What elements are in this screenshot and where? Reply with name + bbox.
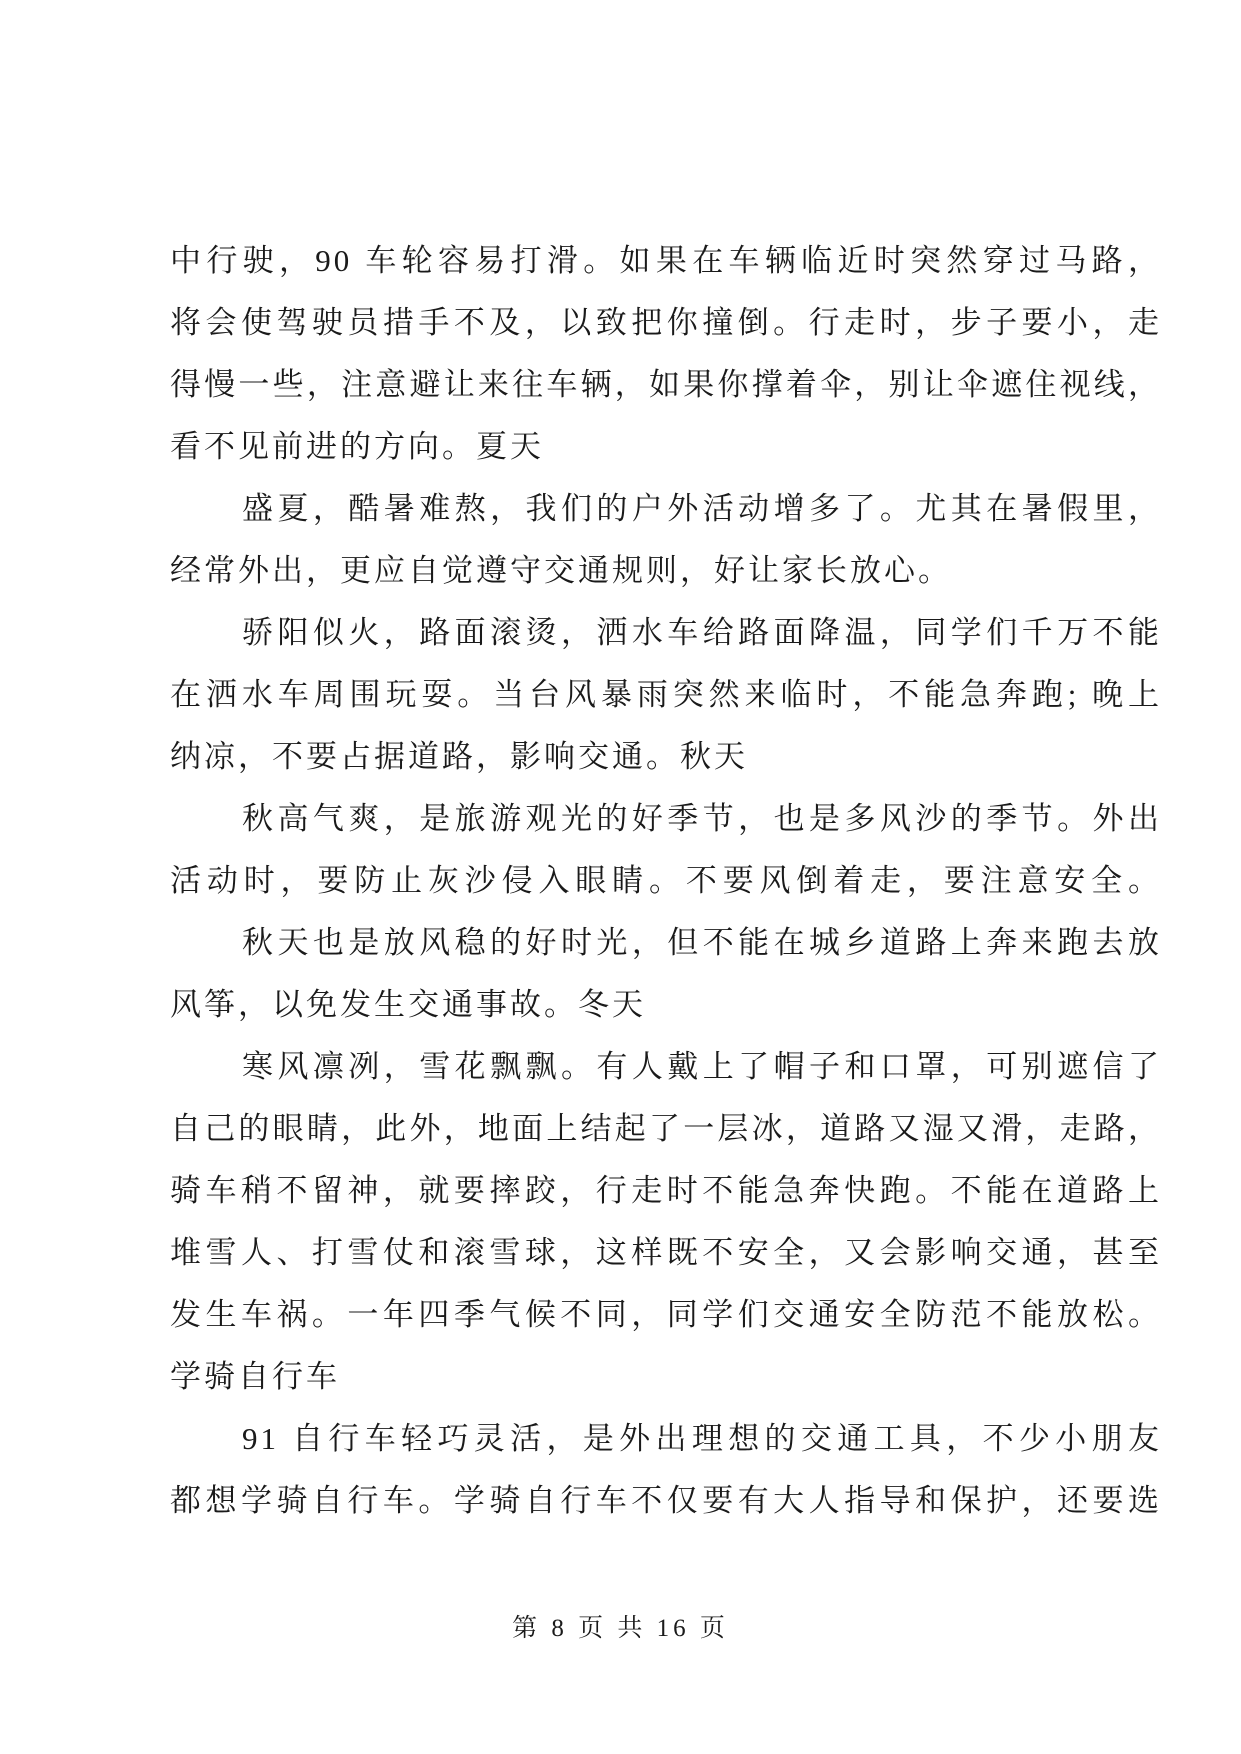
text-line: 寒风凛冽，雪花飘飘。有人戴上了帽子和口罩，可别遮信了 xyxy=(242,1049,1162,1084)
text-line: 风筝，以免发生交通事故。冬天 xyxy=(170,987,646,1022)
text-line: 秋高气爽，是旅游观光的好季节，也是多风沙的季节。外出 xyxy=(242,801,1162,836)
text-line: 都想学骑自行车。学骑自行车不仅要有大人指导和保护，还要选 xyxy=(170,1483,1162,1518)
text-line: 学骑自行车 xyxy=(170,1359,340,1394)
text-line: 在洒水车周围玩耍。当台风暴雨突然来临时，不能急奔跑; 晚上 xyxy=(170,677,1162,712)
text-line: 将会使驾驶员措手不及，以致把你撞倒。行走时，步子要小，走 xyxy=(170,305,1162,340)
page-footer xyxy=(0,1608,1241,1644)
text-line: 发生车祸。一年四季气候不同，同学们交通安全防范不能放松。 xyxy=(170,1297,1162,1332)
footer-page-indicator: 第 8 页 共 16 页 xyxy=(512,1615,729,1642)
text-line: 活动时，要防止灰沙侵入眼睛。不要风倒着走，要注意安全。 xyxy=(170,863,1162,898)
text-line: 骄阳似火，路面滚烫，洒水车给路面降温，同学们千万不能 xyxy=(242,615,1162,650)
text-line: 得慢一些，注意避让来往车辆，如果你撑着伞，别让伞遮住视线， xyxy=(170,367,1162,402)
text-line: 秋天也是放风稳的好时光，但不能在城乡道路上奔来跑去放 xyxy=(242,925,1162,960)
text-line: 经常外出，更应自觉遵守交通规则，好让家长放心。 xyxy=(170,553,952,588)
text-line: 堆雪人、打雪仗和滚雪球，这样既不安全，又会影响交通，甚至 xyxy=(170,1235,1162,1270)
document-body xyxy=(170,230,1162,1532)
text-line: 自己的眼睛，此外，地面上结起了一层冰，道路又湿又滑，走路， xyxy=(170,1111,1162,1146)
text-line: 盛夏，酷暑难熬，我们的户外活动增多了。尤其在暑假里， xyxy=(242,491,1162,526)
text-line: 中行驶，90 车轮容易打滑。如果在车辆临近时突然穿过马路， xyxy=(170,243,1162,278)
text-line: 纳凉，不要占据道路，影响交通。秋天 xyxy=(170,739,748,774)
text-line: 看不见前进的方向。夏天 xyxy=(170,429,544,464)
text-line: 骑车稍不留神，就要摔跤，行走时不能急奔快跑。不能在道路上 xyxy=(170,1173,1162,1208)
text-line: 91 自行车轻巧灵活，是外出理想的交通工具，不少小朋友 xyxy=(242,1421,1162,1456)
